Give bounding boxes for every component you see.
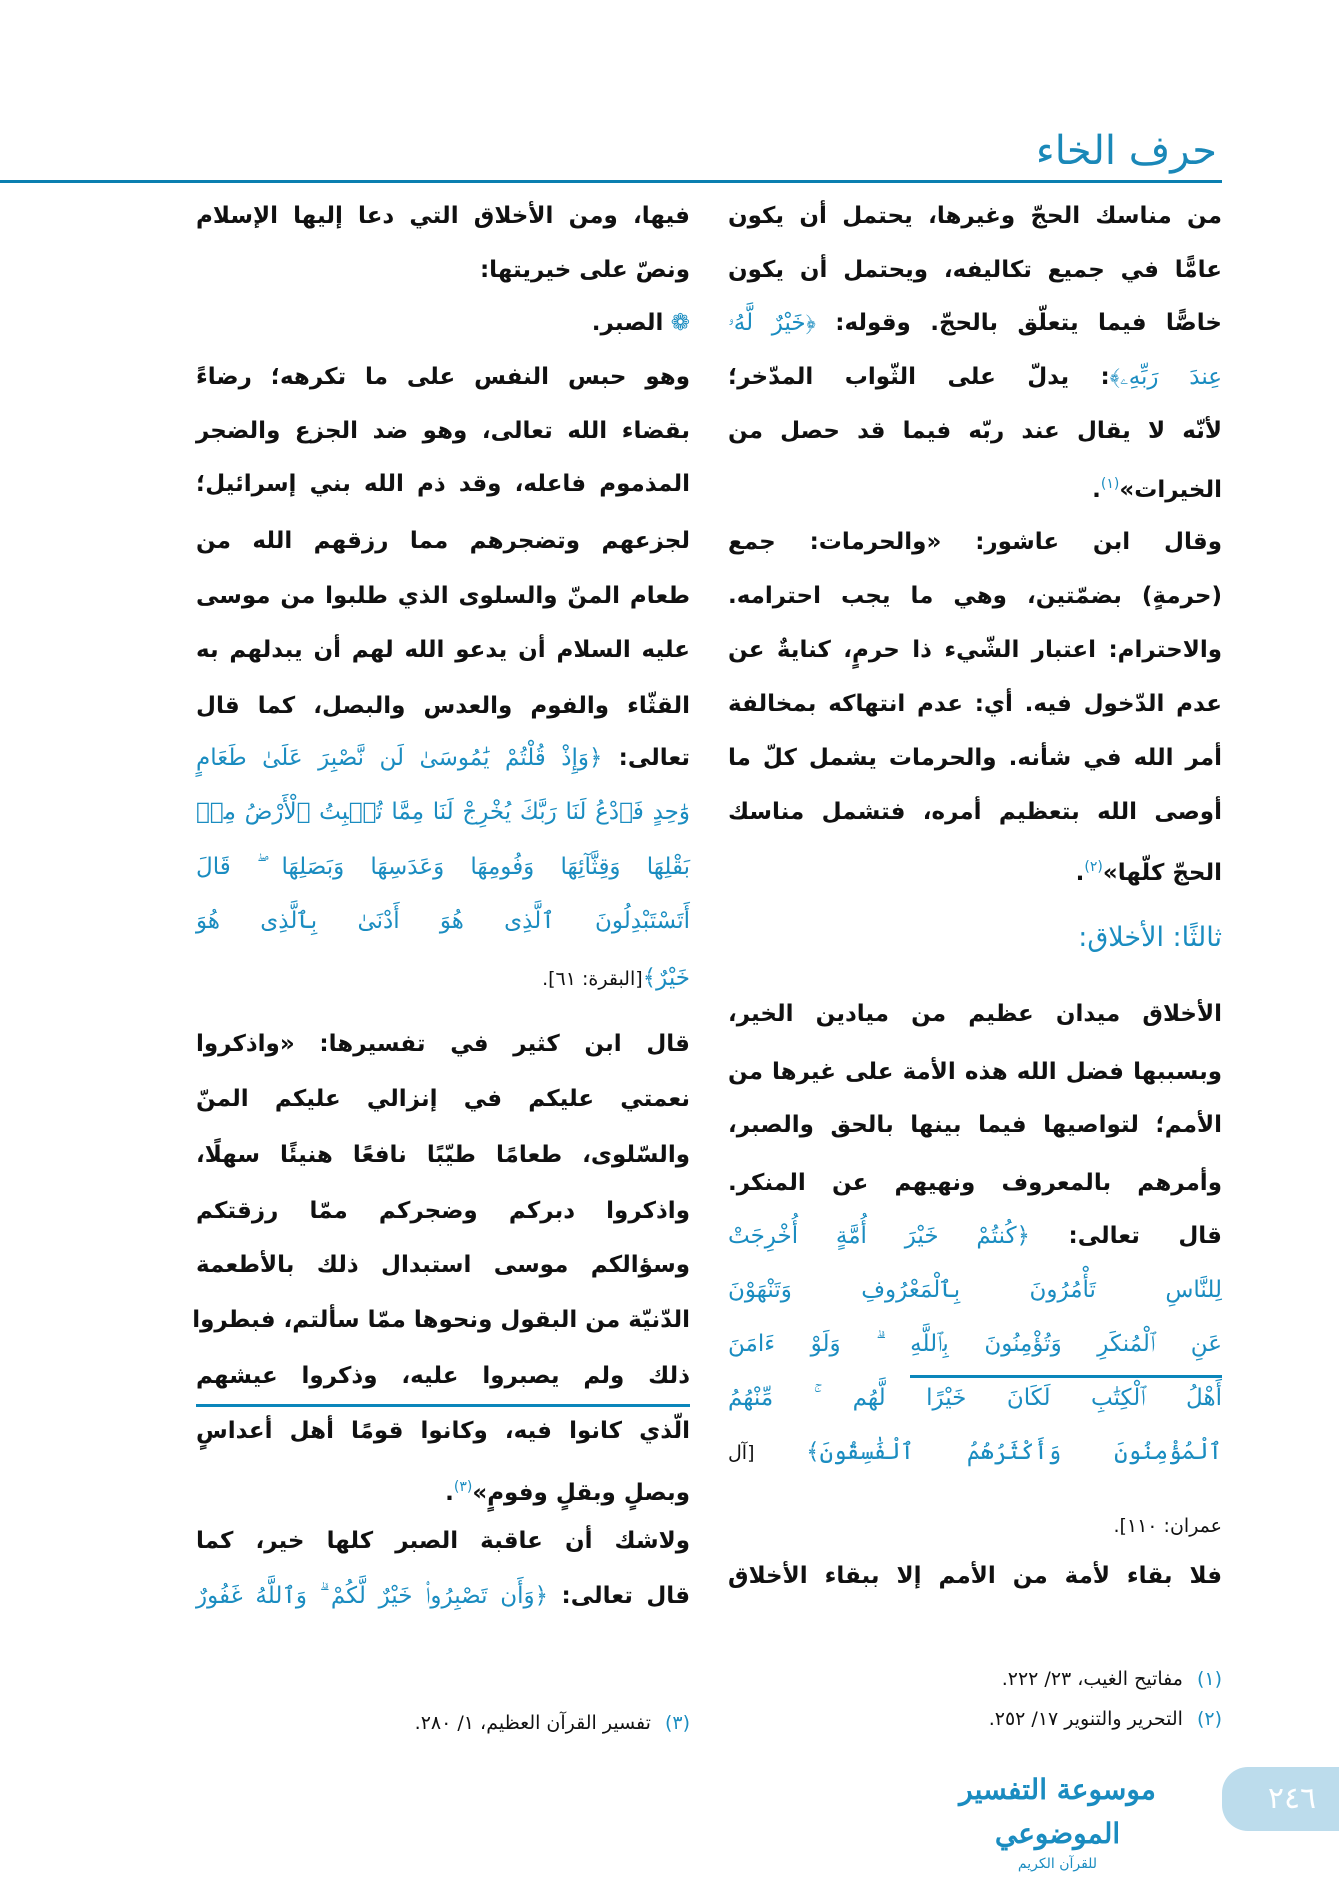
text-line (728, 576, 1222, 616)
page-number-badge: ٢٤٦ (1222, 1767, 1339, 1831)
text-segment: وأمرهم بالمعروف ونهيهم عن المنكر. (728, 1170, 1222, 1196)
quran-verse: عِندَ رَبِّهِۦ﴾ (1109, 364, 1222, 390)
text-segment: طعام المنّ والسلوى الذي طلبوا من موسى (196, 583, 690, 609)
text-line (728, 1270, 1222, 1310)
text-line (196, 411, 690, 451)
text-line (196, 847, 690, 887)
text-segment: فلا بقاء لأمة من الأمم إلا ببقاء الأخلاق (728, 1563, 1222, 1589)
text-line (728, 1052, 1222, 1092)
text-line (728, 1324, 1222, 1364)
text-segment: وسؤالكم موسى استبدال ذلك بالأطعمة (196, 1252, 690, 1278)
text-line (728, 1505, 1222, 1546)
text-segment: تعالى: (602, 745, 690, 771)
text-segment: المذموم فاعله، وقد ذم الله بني إسرائيل؛ (196, 471, 690, 497)
text-segment: الحجّ كلّها» (1102, 859, 1222, 886)
text-line (196, 576, 690, 616)
text-segment: لجزعهم وتضجرهم مما رزقهم الله من (196, 528, 690, 554)
text-line (196, 630, 690, 670)
text-line (196, 250, 690, 290)
text-line (728, 1163, 1222, 1203)
text-line (728, 738, 1222, 778)
quran-verse: ﴿وَأَن تَصْبِرُوا۟ خَيْرٌ لَّكُمْ ۗ وَٱللَّهُ غَفُورٌ (196, 1583, 549, 1609)
text-line (196, 1191, 690, 1231)
footnote-number: (١) (1196, 1668, 1222, 1690)
text-line (196, 1079, 690, 1119)
footnote (415, 1712, 690, 1734)
text-line (196, 303, 690, 343)
text-segment: وهو حبس النفس على ما تكرهه؛ رضاءً (196, 364, 690, 390)
text-line (196, 792, 690, 832)
text-segment: ولاشك أن عاقبة الصبر كلها خير، كما (196, 1528, 690, 1554)
footnote-divider-left (196, 1404, 690, 1407)
text-segment: وبسببها فضل الله هذه الأمة على غيرها من (728, 1059, 1222, 1085)
text-line (728, 994, 1222, 1034)
text-line (196, 1576, 690, 1616)
text-segment: الصبر. (591, 310, 664, 336)
text-segment: . (1092, 476, 1101, 503)
text-line (728, 357, 1222, 397)
text-line (728, 1105, 1222, 1145)
text-segment: نعمتي عليكم في إنزالي عليكم المنّ (196, 1086, 690, 1112)
chapter-title: حرف الخاء (1035, 128, 1217, 174)
text-line (196, 464, 690, 504)
text-line (196, 196, 690, 236)
footnote-ref[interactable]: (٣) (453, 1479, 473, 1495)
text-line (196, 901, 690, 941)
text-segment: عليه السلام أن يدعو الله لهم أن يبدلهم به (196, 637, 690, 663)
text-line (728, 464, 1222, 510)
text-segment: الأمم؛ لتواصيها فيما بينها بالحق والصبر، (728, 1112, 1222, 1138)
text-segment: الخيرات» (1119, 476, 1222, 503)
text-segment: والسّلوى، طعامًا طيّبًا نافعًا هنيئًا سهلًا، (196, 1142, 690, 1168)
text-line (728, 630, 1222, 670)
quran-verse: أَهْلُ ٱلْكِتَٰبِ لَكَانَ خَيْرًا لَّهُم ۚ مِّنْهُمُ (728, 1385, 1222, 1411)
text-line (196, 1245, 690, 1285)
text-segment: الّذي كانوا فيه، وكانوا قومًا أهل أعداسٍ (196, 1418, 690, 1444)
quran-verse: وَٰحِدٍ فَٱدْعُ لَنَا رَبَّكَ يُخْرِجْ لَنَا مِمَّا تُنۢبِتُ ٱلْأَرْضُ مِنۢ (196, 799, 690, 825)
text-line (728, 1216, 1222, 1256)
text-line (728, 250, 1222, 290)
text-line (196, 1356, 690, 1396)
text-segment: وبصلٍ وبقلٍ وفومٍ» (472, 1479, 690, 1506)
footnote-divider-right (910, 1375, 1222, 1378)
quran-verse: ﴿خَيْرٌ لَّهُۥ (728, 310, 816, 336)
text-segment: (حرمةٍ) بضمّتين، وهي ما يجب احترامه. (728, 583, 1222, 609)
text-segment: خاصًّا فيما يتعلّق بالحجّ. وقوله: (815, 310, 1222, 336)
text-line (728, 522, 1222, 562)
text-line (728, 411, 1222, 451)
text-segment: قال تعالى: (1030, 1223, 1222, 1249)
quran-verse: ﴿وَإِذْ قُلْتُمْ يَٰمُوسَىٰ لَن نَّصْبِرَ عَلَىٰ طَعَامٍ (196, 745, 603, 771)
text-line (196, 958, 690, 999)
text-segment: بقضاء الله تعالى، وهو ضد الجزع والضجر (196, 418, 690, 444)
header-divider (0, 180, 1222, 183)
quran-verse: لِلنَّاسِ تَأْمُرُونَ بِٱلْمَعْرُوفِ وَتَنْهَوْنَ (728, 1277, 1222, 1303)
text-line (728, 196, 1222, 236)
quran-verse: ❁ (663, 310, 690, 336)
text-line (192, 1300, 690, 1340)
text-segment: أوصى الله بتعظيم أمره، فتشمل مناسك (728, 799, 1222, 825)
text-line (196, 738, 690, 778)
text-segment: واذكروا دبركم وضجركم ممّا رزقتكم (196, 1198, 690, 1224)
text-line (728, 847, 1222, 893)
footnote-ref[interactable]: (٢) (1084, 859, 1103, 875)
text-line (196, 357, 690, 397)
text-line (728, 792, 1222, 832)
verse-citation: [البقرة: ٦١]. (542, 968, 643, 990)
text-line (196, 1024, 690, 1064)
text-segment: . (1075, 859, 1085, 886)
footnote-text: مفاتيح الغيب، ٢٣/ ٢٢٢. (1001, 1668, 1183, 1690)
text-segment: قال ابن كثير في تفسيرها: «واذكروا (196, 1031, 690, 1057)
text-segment: قال تعالى: (548, 1583, 690, 1609)
text-segment: القثّاء والفوم والعدس والبصل، كما قال (196, 693, 690, 719)
quran-verse: ٱلْمُؤْمِنُونَ وَأَكْثَرُهُمُ ٱلْفَٰسِقُونَ﴾ (806, 1439, 1222, 1465)
text-line (196, 1521, 690, 1561)
text-line (196, 1135, 690, 1175)
verse-citation: [آل (728, 1442, 807, 1464)
quran-verse: خَيْرٌ﴾ (642, 965, 690, 991)
text-segment: فيها، ومن الأخلاق التي دعا إليها الإسلام (196, 203, 690, 229)
footnote-ref[interactable]: (١) (1100, 476, 1120, 492)
text-segment: لأنّه لا يقال عند ربّه فيما قد حصل من (728, 418, 1222, 444)
quran-verse: ﴿كُنتُمْ خَيْرَ أُمَّةٍ أُخْرِجَتْ (728, 1223, 1030, 1249)
text-segment: الأخلاق ميدان عظيم من ميادين الخير، (728, 1001, 1222, 1027)
text-segment: ونصّ على خيريتها: (479, 257, 690, 283)
text-segment: والاحترام: اعتبار الشّيء ذا حرمٍ، كنايةٌ عن (728, 637, 1222, 663)
quran-verse: عَنِ ٱلْمُنكَرِ وَتُؤْمِنُونَ بِٱللَّهِ ۗ وَلَوْ ءَامَنَ (728, 1331, 1222, 1357)
footnote (989, 1708, 1222, 1730)
text-segment: عامًّا في جميع تكاليفه، ويحتمل أن يكون (728, 257, 1222, 283)
footnote (1002, 1668, 1222, 1690)
text-line (728, 918, 1222, 959)
text-line (728, 1378, 1222, 1418)
footnote-text: تفسير القرآن العظيم، ١/ ٢٨٠. (414, 1712, 651, 1734)
verse-citation: عمران: ١١٠]. (1113, 1515, 1222, 1537)
footnote-text: التحرير والتنوير ١٧/ ٢٥٢. (988, 1708, 1183, 1730)
text-line (728, 1556, 1222, 1596)
text-line (196, 1467, 690, 1513)
footnote-number: (٢) (1196, 1708, 1222, 1730)
text-segment: وقال ابن عاشور: «والحرمات: جمع (728, 529, 1222, 555)
text-segment: عدم الدّخول فيه. أي: عدم انتهاكه بمخالفة (728, 691, 1222, 717)
quran-verse: بَقْلِهَا وَقِثَّآئِهَا وَفُومِهَا وَعَدَسِهَا وَبَصَلِهَا ۖ قَالَ (196, 854, 690, 880)
text-segment: من مناسك الحجّ وغيرها، يحتمل أن يكون (728, 203, 1222, 229)
text-segment: الدّنيّة من البقول ونحوها ممّا سألتم، فبطروا (192, 1307, 690, 1333)
quran-verse: أَتَسْتَبْدِلُونَ ٱلَّذِى هُوَ أَدْنَىٰ بِٱلَّذِى هُوَ (196, 908, 690, 934)
text-segment: . (445, 1479, 454, 1506)
text-line (728, 684, 1222, 724)
footnote-number: (٣) (664, 1712, 690, 1734)
text-line (196, 1411, 690, 1451)
text-line (196, 521, 690, 561)
text-line (196, 686, 690, 726)
text-line (728, 1432, 1222, 1473)
text-segment: أمر الله في شأنه. والحرمات يشمل كلّ ما (728, 745, 1222, 771)
text-line (728, 303, 1222, 343)
logo-subtitle: للقرآن الكريم (1017, 1856, 1098, 1872)
text-segment: : يدلّ على الثّواب المدّخر؛ (728, 364, 1110, 390)
encyclopedia-logo (935, 1768, 1180, 1872)
text-segment: ذلك ولم يصبروا عليه، وذكروا عيشهم (196, 1363, 690, 1389)
logo-title: موسوعة التفسير الموضوعي (959, 1773, 1156, 1850)
section-heading: ثالثًا: الأخلاق: (1078, 922, 1222, 953)
